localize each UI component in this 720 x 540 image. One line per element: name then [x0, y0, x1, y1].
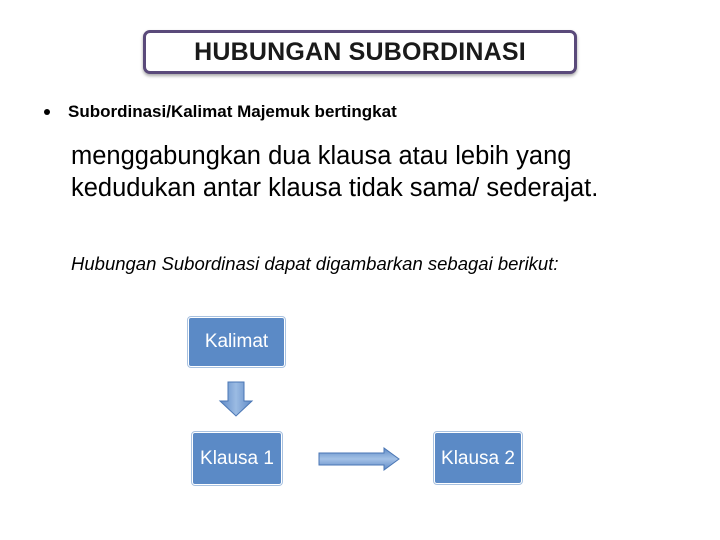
bullet-text: Subordinasi/Kalimat Majemuk bertingkat	[68, 102, 397, 121]
definition-line: kedudukan antar klausa tidak sama/ sederajat.	[71, 174, 599, 202]
bullet-icon	[44, 109, 50, 115]
definition-line: menggabungkan dua klausa atau lebih yang	[71, 142, 572, 170]
title-box	[143, 30, 577, 74]
node-kalimat-label: Kalimat	[204, 331, 269, 352]
bullet-item	[44, 102, 397, 122]
arrow-right-icon	[318, 447, 400, 471]
node-klausa-1-label: Klausa 1	[200, 447, 274, 469]
node-klausa-2-label: Klausa 2	[441, 448, 515, 469]
definition-text	[71, 140, 711, 204]
intro-text: Hubungan Subordinasi dapat digambarkan sebagai berikut:	[71, 253, 559, 274]
node-klausa-1	[192, 432, 282, 485]
node-klausa-2	[434, 432, 522, 484]
arrow-down-icon	[219, 381, 253, 417]
page-title: HUBUNGAN SUBORDINASI	[194, 37, 526, 66]
node-kalimat	[188, 317, 285, 367]
